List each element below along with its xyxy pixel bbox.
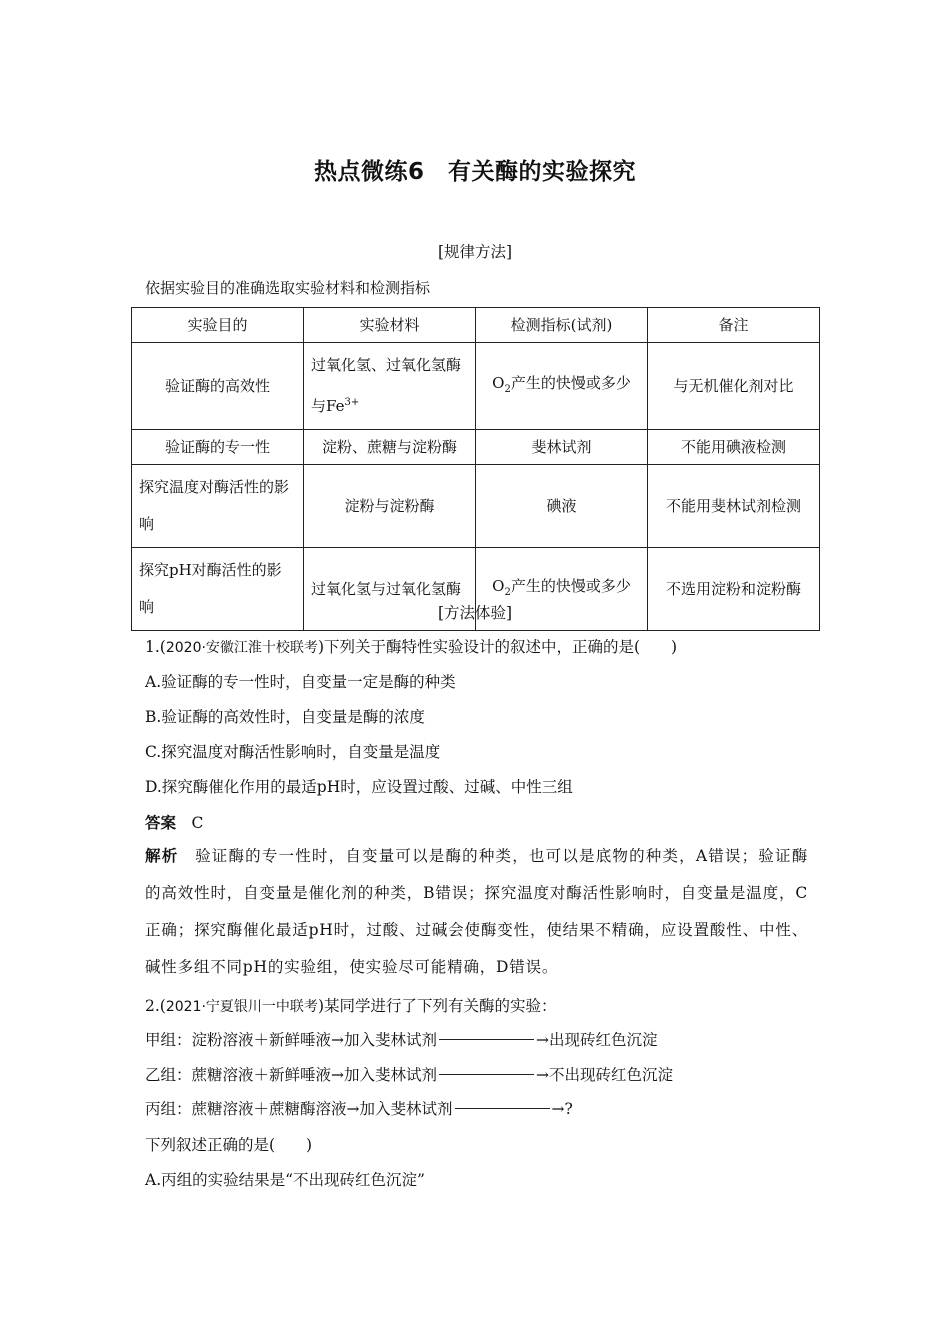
indicator-cell: 碘液 bbox=[476, 465, 648, 548]
group-result: ? bbox=[564, 1100, 573, 1118]
note-cell: 与无机催化剂对比 bbox=[648, 343, 820, 430]
arrow-head-icon: → bbox=[536, 1031, 549, 1049]
table-header-row bbox=[132, 308, 820, 343]
header-cell: 检测指标(试剂) bbox=[476, 308, 648, 343]
material-cell: 过氧化氢与过氧化氢酶 bbox=[304, 548, 476, 631]
answer-line bbox=[145, 811, 203, 833]
option-a: A.丙组的实验结果是“不出现砖红色沉淀” bbox=[145, 1171, 425, 1189]
question-text: )某同学进行了下列有关酶的实验： bbox=[317, 997, 557, 1015]
purpose-cell: 验证酶的高效性 bbox=[132, 343, 304, 430]
option-d: D.探究酶催化作用的最适pH时，应设置过酸、过碱、中性三组 bbox=[145, 778, 573, 796]
header-cell: 备注 bbox=[648, 308, 820, 343]
group-result: 出现砖红色沉淀 bbox=[549, 1031, 658, 1049]
indicator-text: 产生的快慢或多少 bbox=[510, 373, 631, 392]
note-cell: 不能用碘液检测 bbox=[648, 430, 820, 465]
section-heading-methods: [规律方法] bbox=[437, 243, 513, 261]
material-cell bbox=[304, 343, 476, 430]
table-row bbox=[132, 343, 820, 430]
oxygen-symbol: O bbox=[492, 373, 505, 392]
material-cell: 淀粉、蔗糖与淀粉酶 bbox=[304, 430, 476, 465]
question-number: 2.( bbox=[145, 997, 166, 1015]
indicator-cell: 斐林试剂 bbox=[476, 430, 648, 465]
purpose-cell: 验证酶的专一性 bbox=[132, 430, 304, 465]
question-source: 2021·宁夏银川一中联考 bbox=[165, 999, 318, 1015]
note-cell: 不能用斐林试剂检测 bbox=[648, 465, 820, 548]
question-text: )下列关于酶特性实验设计的叙述中，正确的是( ) bbox=[317, 638, 678, 656]
answer-label: 答案 bbox=[145, 814, 177, 832]
purpose-cell: 探究pH对酶活性的影响 bbox=[132, 548, 304, 631]
header-cell: 实验材料 bbox=[304, 308, 476, 343]
question-source: 2020·安徽江淮十校联考 bbox=[165, 640, 318, 656]
group-result: 不出现砖红色沉淀 bbox=[549, 1066, 674, 1084]
material-text: 过氧化氢、过氧化氢酶与Fe bbox=[311, 356, 462, 415]
oxygen-symbol: O bbox=[492, 576, 505, 595]
purpose-cell: 探究温度对酶活性的影响 bbox=[132, 465, 304, 548]
group-procedure: 甲组：淀粉溶液＋新鲜唾液→加入斐林试剂 bbox=[145, 1031, 437, 1049]
reaction-arrow bbox=[439, 1074, 534, 1075]
experiment-table bbox=[131, 307, 820, 631]
note-cell: 不选用淀粉和淀粉酶 bbox=[648, 548, 820, 631]
analysis-paragraph bbox=[145, 838, 808, 986]
table-row bbox=[132, 430, 820, 465]
header-cell: 实验目的 bbox=[132, 308, 304, 343]
question-2-prompt: 下列叙述正确的是( ) bbox=[145, 1136, 313, 1154]
question-number: 1.( bbox=[145, 638, 166, 656]
group-line bbox=[145, 1063, 673, 1085]
group-line bbox=[145, 1097, 573, 1119]
option-a: A.验证酶的专一性时，自变量一定是酶的种类 bbox=[145, 673, 456, 691]
material-cell: 淀粉与淀粉酶 bbox=[304, 465, 476, 548]
table-row bbox=[132, 465, 820, 548]
indicator-text: 产生的快慢或多少 bbox=[510, 576, 631, 595]
oxygen-subscript: 2 bbox=[504, 383, 511, 395]
analysis-text: 验证酶的专一性时，自变量可以是酶的种类，也可以是底物的种类，A错误；验证酶的高效性时，自变量是催化剂的种类，B错误；探究温度对酶活性影响时，自变量是温度，C正确；探究酶催化最适pH时，过酸、过碱会使酶变性，使结果不精确，应设置酸性、中性、碱性多组不同pH的实验组，使实验尽可能精确，D错误。 bbox=[145, 847, 808, 976]
section-heading-practice: [方法体验] bbox=[437, 604, 513, 622]
answer-value: C bbox=[191, 814, 204, 832]
oxygen-subscript: 2 bbox=[504, 586, 511, 598]
question-2-stem bbox=[145, 994, 557, 1016]
ion-charge: 3+ bbox=[344, 397, 360, 408]
option-c: C.探究温度对酶活性影响时，自变量是温度 bbox=[145, 743, 441, 761]
table-caption: 依据实验目的准确选取实验材料和检测指标 bbox=[145, 279, 431, 297]
arrow-head-icon: → bbox=[551, 1100, 565, 1118]
reaction-arrow bbox=[455, 1108, 550, 1109]
indicator-cell bbox=[476, 343, 648, 430]
option-b: B.验证酶的高效性时，自变量是酶的浓度 bbox=[145, 708, 425, 726]
reaction-arrow bbox=[439, 1039, 534, 1040]
group-procedure: 乙组：蔗糖溶液＋新鲜唾液→加入斐林试剂 bbox=[145, 1066, 437, 1084]
group-procedure: 丙组：蔗糖溶液＋蔗糖酶溶液→加入斐林试剂 bbox=[145, 1100, 453, 1118]
arrow-head-icon: → bbox=[536, 1066, 549, 1084]
analysis-label: 解析 bbox=[145, 847, 179, 865]
group-line bbox=[145, 1028, 658, 1050]
page-title: 热点微练6 有关酶的实验探究 bbox=[313, 159, 636, 185]
question-1-stem bbox=[145, 635, 677, 657]
